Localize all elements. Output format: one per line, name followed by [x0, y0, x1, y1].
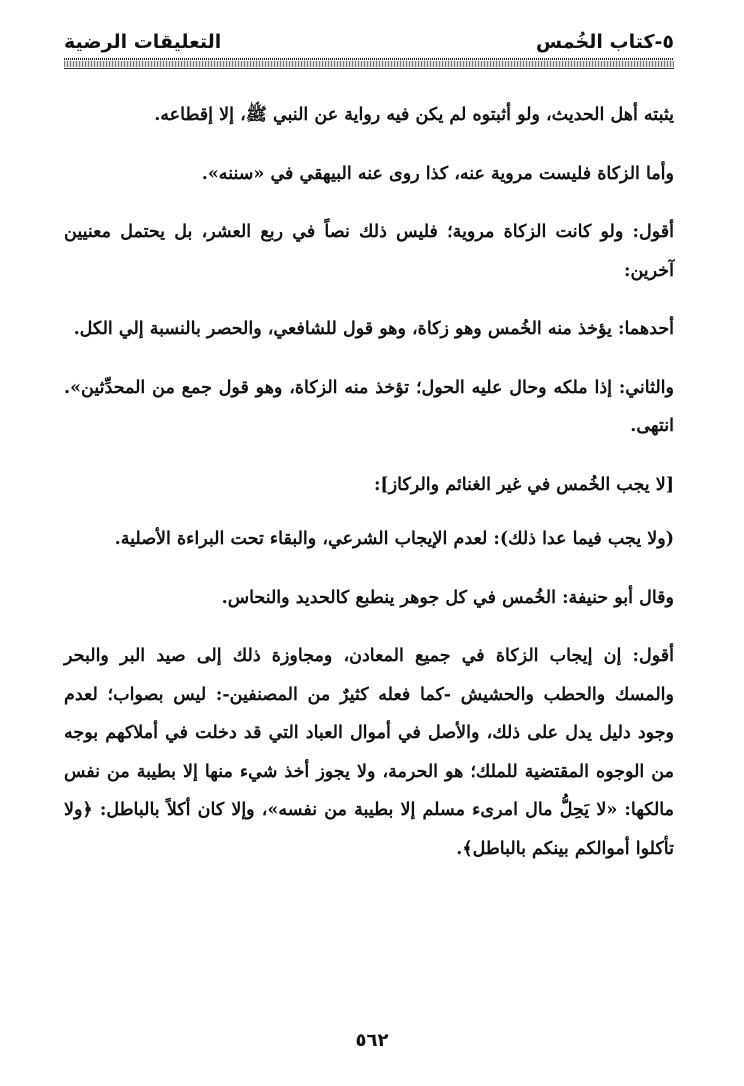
paragraph-5: والثاني: إذا ملكه وحال عليه الحول؛ تؤخذ منه الزكاة، وهو قول جمع من المحدِّثين». انتهى. — [64, 377, 674, 436]
header-divider — [64, 58, 674, 69]
paragraph-1: يثبته أهل الحديث، ولو أثبتوه لم يكن فيه رواية عن النبي ﷺ، إلا إقطاعه. — [154, 105, 674, 125]
book-title: التعليقات الرضية — [64, 31, 222, 53]
paragraph-6: (ولا يجب فيما عدا ذلك): لعدم الإيجاب الشرعي، والبقاء تحت البراءة الأصلية. — [114, 529, 674, 549]
paragraph-3: أقول: ولو كانت الزكاة مروية؛ فليس ذلك نصاً في ربع العشر، بل يحتمل معنيين آخرين: — [64, 222, 674, 281]
chapter-title: ٥-كتاب الخُمس — [535, 31, 674, 53]
page-body — [64, 96, 674, 888]
running-header — [64, 28, 674, 56]
paragraph-4: أحدهما: يؤخذ منه الخُمس وهو زكاة، وهو قول للشافعي، والحصر بالنسبة إلي الكل. — [73, 319, 674, 339]
section-heading: [لا يجب الخُمس في غير الغنائم والركاز]: — [373, 474, 674, 495]
paragraph-2: وأما الزكاة فليست مروية عنه، كذا روى عنه البيهقي في «سننه». — [201, 163, 674, 184]
paragraph-8: أقول: إن إيجاب الزكاة في جميع المعادن، ومجاوزة ذلك إلى صيد البر والبحر والمسك والحطب والحشيش -كما فعله كثيرٌ من المصنفين-: ليس بصواب؛ لعدم وجود دليل يدل على ذلك، والأصل في أموال العباد التي قد دخلت في أملاكهم بوجه من الوجوه المقتضية للملك؛ هو الحرمة، ولا يجوز أخذ شيء منها إلا بطيبة من نفس مالكها: «لا يَحِلُّ مال امرىء مسلم إلا بطيبة من نفسه»، وإلا كان أكلاً بالباطل: ﴿ولا تأكلوا أموالكم بينكم بالباطل﴾. — [64, 646, 674, 859]
page-number: ٥٦٢ — [355, 1030, 389, 1051]
paragraph-7: وقال أبو حنيفة: الخُمس في كل جوهر ينطبع كالحديد والنحاس. — [221, 587, 674, 608]
